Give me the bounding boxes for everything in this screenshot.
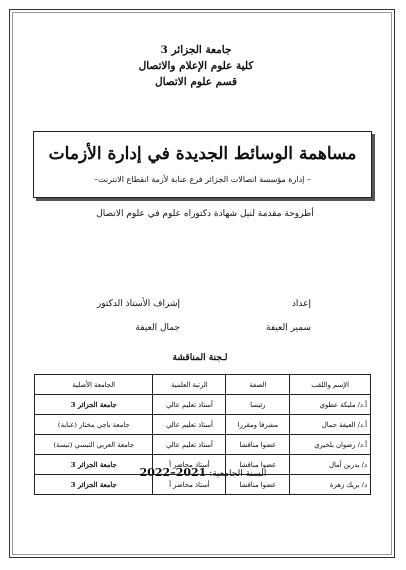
academic-year-label: السنة الجامعية: xyxy=(209,469,267,479)
thesis-subtitle: – إدارة مؤسسة اتصالات الجزائر فرع عنابة لأزمة انقطاع الانترنت– xyxy=(94,175,311,184)
member-name: أ.د/ رضوان بلخيري xyxy=(290,435,371,455)
table-row xyxy=(35,415,371,435)
preparation-name: سمير العيفة xyxy=(266,323,311,333)
university-header xyxy=(136,42,256,90)
member-rank: أستاذ تعليم عالي xyxy=(153,435,226,455)
member-role: عضوا مناقشا xyxy=(226,455,290,475)
member-rank: أستاذ تعليم عالي xyxy=(153,415,226,435)
university-name: جامعة الجزائر 3 xyxy=(160,44,232,56)
title-box xyxy=(33,131,372,198)
table-row xyxy=(35,395,371,415)
member-role: عضوا مناقشا xyxy=(226,435,290,455)
member-university: جامعة الجزائر 3 xyxy=(35,475,153,495)
member-name: د/ بدرين آمال xyxy=(290,455,371,475)
supervision-label: إشراف الأستاذ الدكتور xyxy=(96,299,180,309)
header-university: الجامعة الأصلية xyxy=(35,375,153,395)
header-rank: الرتبة العلمية xyxy=(153,375,226,395)
member-name: أ.د/ العيفة جمال xyxy=(290,415,371,435)
member-rank: أستاذ محاضر أ xyxy=(153,455,226,475)
committee-header-row xyxy=(35,375,371,395)
thesis-statement: أطروحة مقدمة لنيل شهادة دكتوراه علوم في علوم الاتصال xyxy=(96,209,314,219)
member-university: جامعة الجزائر 3 xyxy=(35,455,153,475)
department-name: قسم علوم الاتصال xyxy=(154,76,238,88)
member-rank: أستاذ محاضر أ xyxy=(153,475,226,495)
academic-year-value: 2021–2022 xyxy=(139,466,207,479)
preparation-label: إعداد xyxy=(291,299,311,309)
table-row xyxy=(35,435,371,455)
member-university: جامعة العربي التبسي (تبسة) xyxy=(35,435,153,455)
header-name: الإسم واللقب xyxy=(290,375,371,395)
member-role: رئيسا xyxy=(226,395,290,415)
preparation-block xyxy=(266,292,311,340)
supervision-block xyxy=(60,292,180,340)
member-rank: أستاذ تعليم عالي xyxy=(153,395,226,415)
supervision-name: جمال العيفة xyxy=(135,323,180,333)
member-name: أ.د/ مليكة عطوي xyxy=(290,395,371,415)
member-role: عضوا مناقشا xyxy=(226,475,290,495)
member-university: جامعة الجزائر 3 xyxy=(35,395,153,415)
thesis-title: مساهمة الوسائط الجديدة في إدارة الأزمات xyxy=(48,144,357,164)
academic-year xyxy=(130,466,276,479)
member-role: مشرفا ومقررا xyxy=(226,415,290,435)
faculty-name: كلية علوم الإعلام والاتصال xyxy=(138,60,254,72)
committee-title: لـجنة المناقشة xyxy=(172,353,228,363)
member-university: جامعة باجي مختار (عنابة) xyxy=(35,415,153,435)
header-role: الصفة xyxy=(226,375,290,395)
member-name: د/ بريك زهرة xyxy=(290,475,371,495)
